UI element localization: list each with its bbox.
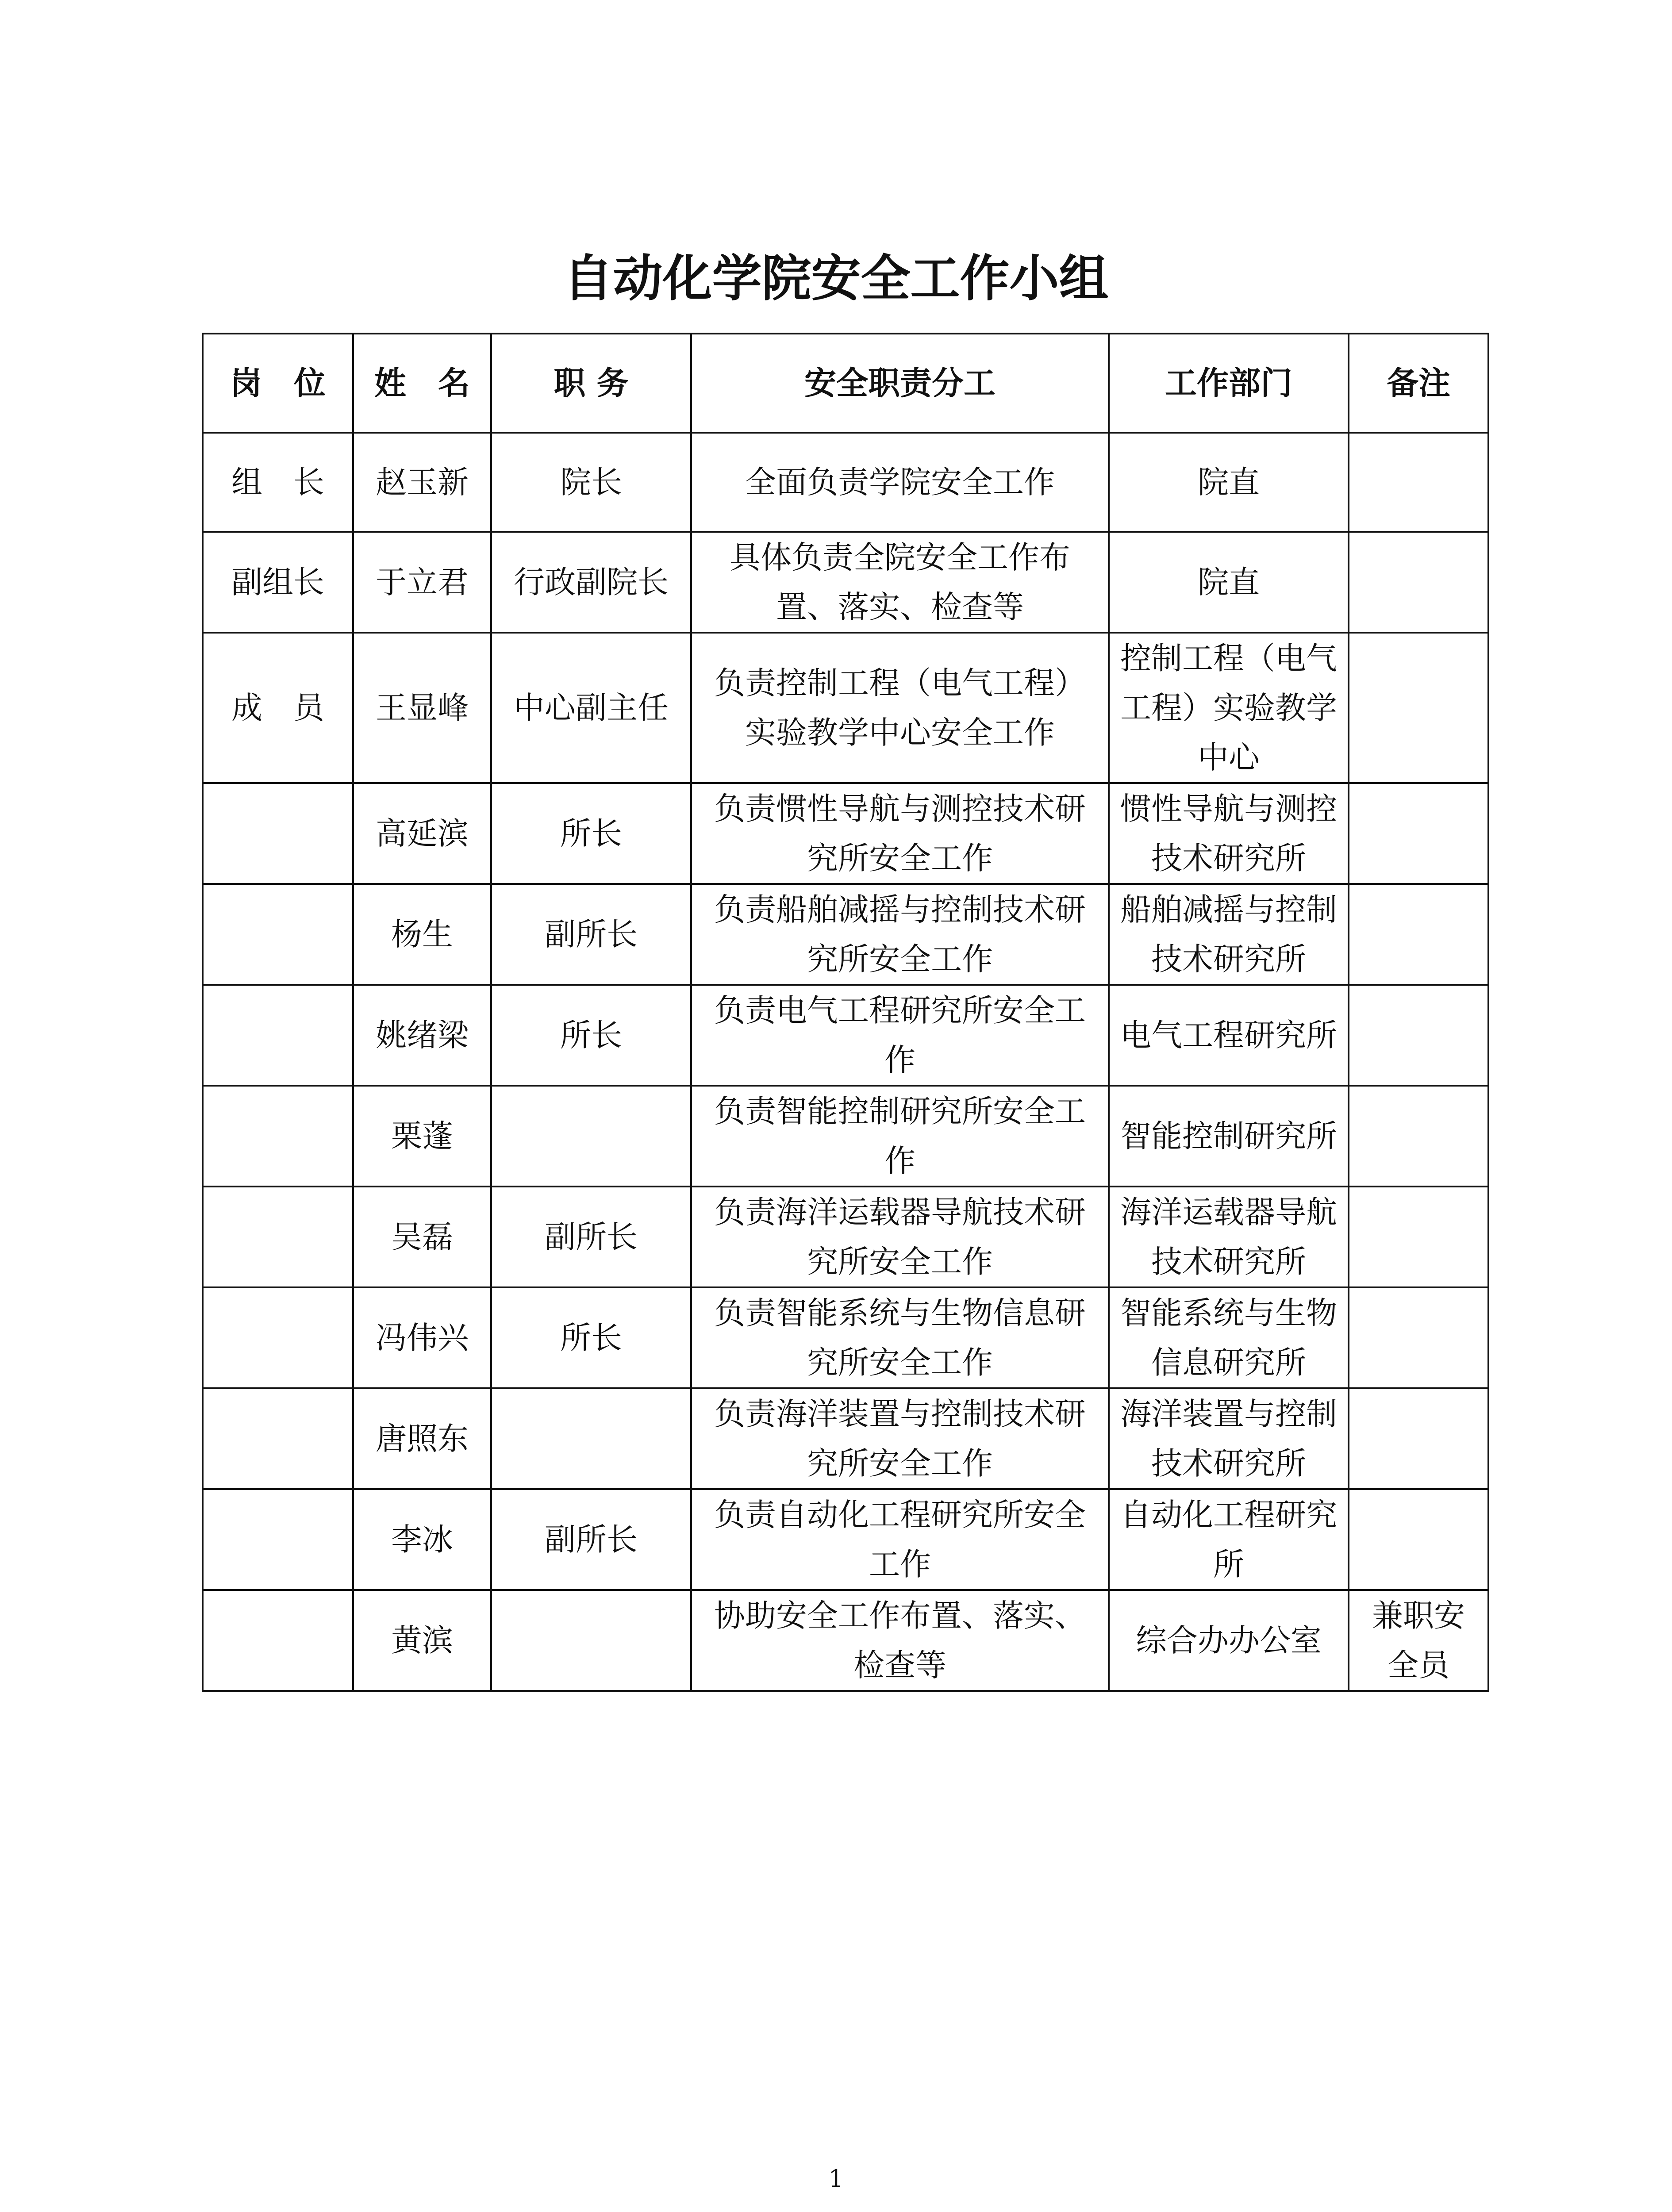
table-row (203, 532, 1488, 633)
cell-name: 黄滨 (353, 1590, 491, 1691)
cell-note (1349, 1287, 1488, 1388)
table-row (203, 884, 1488, 985)
cell-department: 综合办办公室 (1109, 1590, 1349, 1691)
cell-post (203, 985, 353, 1086)
table-row (203, 1388, 1488, 1489)
cell-note (1349, 1489, 1488, 1590)
table-row (203, 633, 1488, 783)
cell-note (1349, 1388, 1488, 1489)
cell-post: 成 员 (203, 633, 353, 783)
cell-name: 高延滨 (353, 783, 491, 884)
cell-note (1349, 884, 1488, 985)
cell-name: 赵玉新 (353, 433, 491, 532)
cell-duty: 负责自动化工程研究所安全工作 (691, 1489, 1109, 1590)
cell-position: 副所长 (491, 1489, 691, 1590)
table-row (203, 1489, 1488, 1590)
table-row (203, 433, 1488, 532)
cell-name: 于立君 (353, 532, 491, 633)
table-row (203, 1086, 1488, 1187)
cell-duty: 全面负责学院安全工作 (691, 433, 1109, 532)
cell-department: 智能系统与生物信息研究所 (1109, 1287, 1349, 1388)
cell-name: 冯伟兴 (353, 1287, 491, 1388)
cell-position (491, 1590, 691, 1691)
cell-position: 副所长 (491, 1187, 691, 1287)
header-note: 备注 (1349, 334, 1488, 433)
cell-note (1349, 433, 1488, 532)
page-number: 1 (828, 2165, 844, 2193)
cell-note (1349, 1086, 1488, 1187)
table-header-row (203, 334, 1488, 433)
cell-duty: 负责智能控制研究所安全工作 (691, 1086, 1109, 1187)
cell-position (491, 1086, 691, 1187)
cell-name: 李冰 (353, 1489, 491, 1590)
cell-duty: 负责控制工程（电气工程）实验教学中心安全工作 (691, 633, 1109, 783)
cell-department: 船舶减摇与控制技术研究所 (1109, 884, 1349, 985)
cell-post (203, 1489, 353, 1590)
cell-note (1349, 532, 1488, 633)
cell-department: 惯性导航与测控技术研究所 (1109, 783, 1349, 884)
header-post: 岗 位 (203, 334, 353, 433)
cell-position: 所长 (491, 783, 691, 884)
table-row (203, 1590, 1488, 1691)
cell-position: 中心副主任 (491, 633, 691, 783)
cell-position: 院长 (491, 433, 691, 532)
cell-position (491, 1388, 691, 1489)
cell-duty: 负责智能系统与生物信息研究所安全工作 (691, 1287, 1109, 1388)
page-title: 自动化学院安全工作小组 (563, 250, 1109, 307)
cell-note (1349, 1187, 1488, 1287)
cell-note (1349, 633, 1488, 783)
cell-name: 王显峰 (353, 633, 491, 783)
header-duty: 安全职责分工 (691, 334, 1109, 433)
cell-note: 兼职安全员 (1349, 1590, 1488, 1691)
cell-department: 自动化工程研究所 (1109, 1489, 1349, 1590)
cell-department: 智能控制研究所 (1109, 1086, 1349, 1187)
cell-position: 副所长 (491, 884, 691, 985)
table-row (203, 1287, 1488, 1388)
cell-post (203, 884, 353, 985)
cell-duty: 协助安全工作布置、落实、检查等 (691, 1590, 1109, 1691)
cell-post (203, 1388, 353, 1489)
cell-note (1349, 985, 1488, 1086)
cell-duty: 具体负责全院安全工作布置、落实、检查等 (691, 532, 1109, 633)
table-row (203, 985, 1488, 1086)
cell-department: 海洋装置与控制技术研究所 (1109, 1388, 1349, 1489)
cell-name: 杨生 (353, 884, 491, 985)
cell-department: 电气工程研究所 (1109, 985, 1349, 1086)
cell-post (203, 1287, 353, 1388)
header-position: 职 务 (491, 334, 691, 433)
cell-post (203, 1590, 353, 1691)
cell-post (203, 1187, 353, 1287)
cell-position: 所长 (491, 985, 691, 1086)
cell-duty: 负责惯性导航与测控技术研究所安全工作 (691, 783, 1109, 884)
safety-group-table (202, 333, 1489, 1692)
cell-post (203, 783, 353, 884)
cell-name: 栗蓬 (353, 1086, 491, 1187)
cell-name: 吴磊 (353, 1187, 491, 1287)
cell-post (203, 1086, 353, 1187)
cell-position: 所长 (491, 1287, 691, 1388)
cell-duty: 负责船舶减摇与控制技术研究所安全工作 (691, 884, 1109, 985)
cell-duty: 负责电气工程研究所安全工作 (691, 985, 1109, 1086)
cell-department: 院直 (1109, 532, 1349, 633)
table-row (203, 1187, 1488, 1287)
table-row (203, 783, 1488, 884)
cell-post: 组 长 (203, 433, 353, 532)
cell-note (1349, 783, 1488, 884)
cell-duty: 负责海洋运载器导航技术研究所安全工作 (691, 1187, 1109, 1287)
cell-post: 副组长 (203, 532, 353, 633)
header-department: 工作部门 (1109, 334, 1349, 433)
cell-duty: 负责海洋装置与控制技术研究所安全工作 (691, 1388, 1109, 1489)
cell-name: 姚绪梁 (353, 985, 491, 1086)
cell-name: 唐照东 (353, 1388, 491, 1489)
cell-position: 行政副院长 (491, 532, 691, 633)
header-name: 姓 名 (353, 334, 491, 433)
cell-department: 海洋运载器导航技术研究所 (1109, 1187, 1349, 1287)
cell-department: 院直 (1109, 433, 1349, 532)
cell-department: 控制工程（电气工程）实验教学中心 (1109, 633, 1349, 783)
